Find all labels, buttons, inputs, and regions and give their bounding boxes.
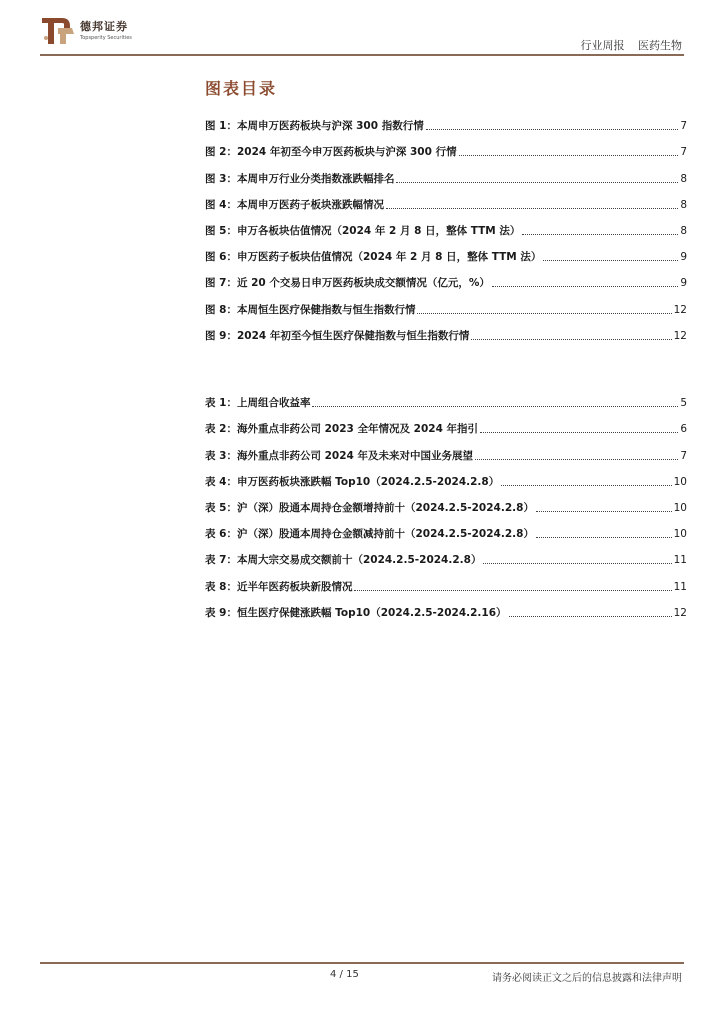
toc-label: 图 2：2024 年初至今申万医药板块与沪深 300 行情 <box>205 146 457 159</box>
toc-entry[interactable] <box>205 436 687 462</box>
logo-mark-icon <box>40 14 76 48</box>
toc-page: 8 <box>680 172 687 185</box>
leader-dots <box>354 589 671 591</box>
toc-entry[interactable] <box>205 410 687 436</box>
toc-label: 图 8：本周恒生医疗保健指数与恒生指数行情 <box>205 303 416 316</box>
leader-dots <box>536 510 672 512</box>
toc-entry[interactable] <box>205 489 687 515</box>
toc-label: 表 2：海外重点非药公司 2023 全年情况及 2024 年指引 <box>205 423 479 436</box>
toc-page: 10 <box>673 475 687 488</box>
toc-page: 8 <box>680 224 687 237</box>
toc-page: 12 <box>673 606 687 619</box>
page-header <box>0 0 724 60</box>
leader-dots <box>483 562 671 564</box>
toc-page: 7 <box>680 449 687 462</box>
toc-page: 7 <box>680 146 687 159</box>
figure-list <box>205 107 687 343</box>
report-type: 行业周报 <box>580 39 625 52</box>
leader-dots <box>543 259 678 261</box>
toc-entry[interactable] <box>205 290 687 316</box>
toc-entry[interactable] <box>205 186 687 212</box>
leader-dots <box>459 154 679 156</box>
toc-label: 图 4：本周申万医药子板块涨跌幅情况 <box>205 198 384 211</box>
leader-dots <box>417 312 671 314</box>
toc-entry[interactable] <box>205 567 687 593</box>
toc-entry[interactable] <box>205 133 687 159</box>
toc-label: 表 1：上周组合收益率 <box>205 397 311 410</box>
leader-dots <box>536 536 672 538</box>
toc-label: 表 4：申万医药板块涨跌幅 Top10（2024.2.5-2024.2.8） <box>205 475 500 488</box>
toc-page: 9 <box>680 251 687 264</box>
toc-entry[interactable] <box>205 594 687 620</box>
toc-page: 9 <box>680 277 687 290</box>
toc-page: 8 <box>680 198 687 211</box>
toc-page: 7 <box>680 120 687 133</box>
leader-dots <box>471 338 671 340</box>
toc-entry[interactable] <box>205 541 687 567</box>
leader-dots <box>501 484 671 486</box>
toc-entry[interactable] <box>205 159 687 185</box>
toc-label: 表 3：海外重点非药公司 2024 年及未来对中国业务展望 <box>205 449 473 462</box>
logo-text-en: Topsperity Securities <box>80 35 132 41</box>
toc-page: 12 <box>673 303 687 316</box>
table-list <box>205 384 687 620</box>
page-number: 4 / 15 <box>330 969 359 980</box>
toc-label: 图 9：2024 年初至今恒生医疗保健指数与恒生指数行情 <box>205 329 470 342</box>
leader-dots <box>475 458 678 460</box>
toc-entry[interactable] <box>205 264 687 290</box>
legal-disclaimer: 请务必阅读正文之后的信息披露和法律声明 <box>492 973 682 984</box>
toc-label: 图 1：本周申万医药板块与沪深 300 指数行情 <box>205 120 424 133</box>
toc-entry[interactable] <box>205 212 687 238</box>
toc-page: 6 <box>680 423 687 436</box>
toc-entry[interactable] <box>205 515 687 541</box>
leader-dots <box>480 431 678 433</box>
toc-label: 表 7：本周大宗交易成交额前十（2024.2.5-2024.2.8） <box>205 554 482 567</box>
toc-label: 图 6：申万医药子板块估值情况（2024 年 2 月 8 日，整体 TTM 法） <box>205 251 542 264</box>
leader-dots <box>509 615 672 617</box>
toc-label: 表 6：沪（深）股通本周持仓金额减持前十（2024.2.5-2024.2.8） <box>205 528 534 541</box>
company-logo <box>40 14 150 48</box>
leader-dots <box>396 181 678 183</box>
toc-page: 12 <box>673 329 687 342</box>
header-tags <box>581 37 683 53</box>
toc-entry[interactable] <box>205 317 687 343</box>
toc-entry[interactable] <box>205 384 687 410</box>
leader-dots <box>492 285 678 287</box>
leader-dots <box>386 207 678 209</box>
toc-label: 表 5：沪（深）股通本周持仓金额增持前十（2024.2.5-2024.2.8） <box>205 501 534 514</box>
logo-text-cn: 德邦证券 <box>80 20 128 33</box>
toc-entry[interactable] <box>205 238 687 264</box>
toc-label: 图 5：申万各板块估值情况（2024 年 2 月 8 日，整体 TTM 法） <box>205 224 521 237</box>
header-divider <box>40 54 684 56</box>
toc-page: 11 <box>673 580 687 593</box>
footer-divider <box>40 962 684 964</box>
sector-name: 医药生物 <box>638 39 682 52</box>
leader-dots <box>312 405 678 407</box>
toc-page: 10 <box>673 528 687 541</box>
toc-label: 表 9：恒生医疗保健涨跌幅 Top10（2024.2.5-2024.2.16） <box>205 606 507 619</box>
toc-entry[interactable] <box>205 463 687 489</box>
toc-label: 图 7：近 20 个交易日申万医药板块成交额情况（亿元，%） <box>205 277 490 290</box>
toc-page: 10 <box>673 501 687 514</box>
leader-dots <box>522 233 678 235</box>
leader-dots <box>426 128 679 130</box>
toc-label: 表 8：近半年医药板块新股情况 <box>205 580 353 593</box>
toc-page: 11 <box>673 554 687 567</box>
section-title: 图表目录 <box>205 79 278 98</box>
toc-page: 5 <box>680 397 687 410</box>
toc-label: 图 3：本周申万行业分类指数涨跌幅排名 <box>205 172 395 185</box>
toc-entry[interactable] <box>205 107 687 133</box>
